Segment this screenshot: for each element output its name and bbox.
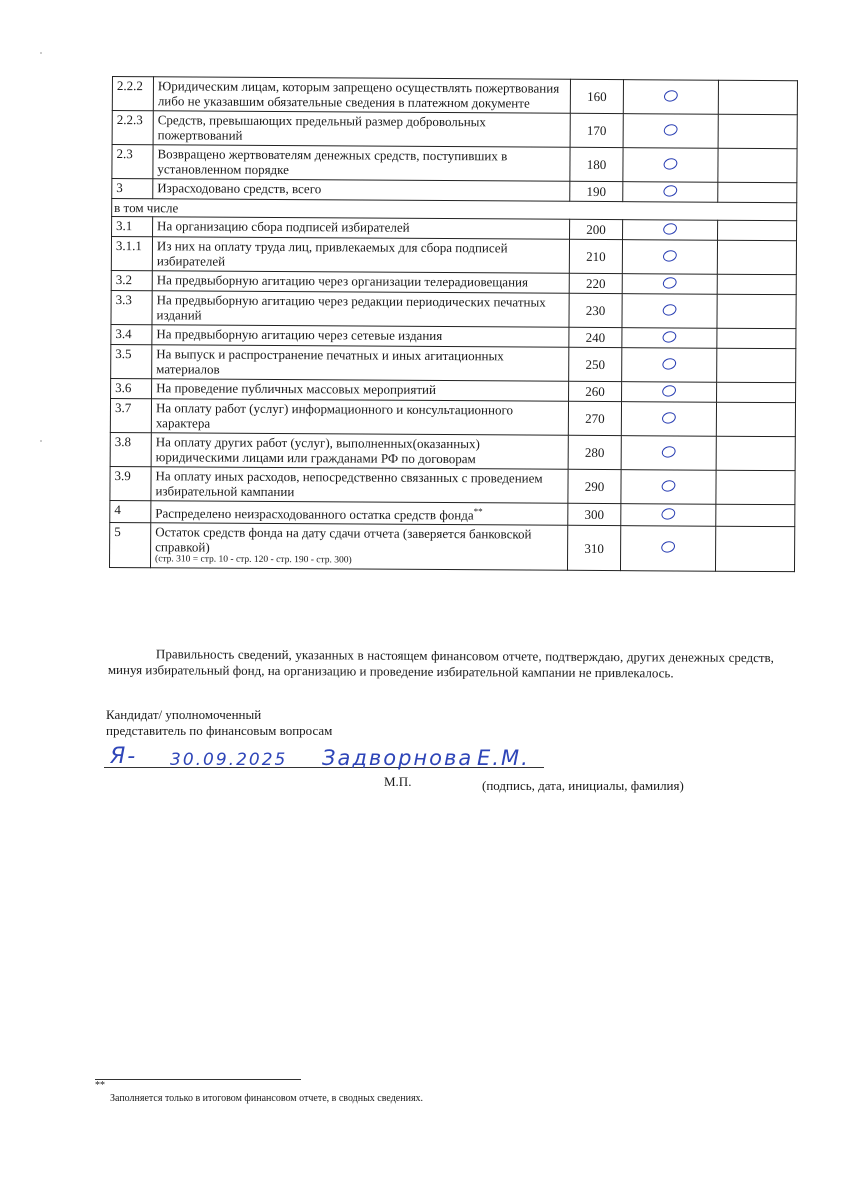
row-description-text: На организацию сбора подписей избирателей [157, 218, 410, 235]
row-number: 3.5 [111, 344, 152, 378]
row-value [622, 274, 717, 295]
row-description [153, 217, 570, 240]
handwritten-initials: Е.М. [477, 746, 530, 770]
row-description [151, 433, 568, 470]
handwritten-zero [661, 383, 678, 398]
table-row [110, 432, 795, 470]
handwritten-zero [662, 156, 679, 171]
row-number: 2.3 [112, 145, 153, 179]
row-number: 3.6 [111, 378, 152, 398]
row-formula: (стр. 310 = стр. 10 - стр. 120 - стр. 190 - стр. 300) [155, 554, 352, 566]
row-number: 2.2.2 [112, 77, 153, 111]
handwritten-zero [660, 444, 677, 459]
row-code: 230 [569, 293, 622, 327]
row-value [622, 328, 717, 349]
row-code: 290 [568, 469, 621, 503]
handwritten-zero [662, 248, 679, 263]
row-number: 3.1.1 [111, 237, 152, 271]
row-value [621, 470, 716, 505]
row-empty-cell [717, 328, 796, 348]
handwritten-zero [662, 122, 679, 137]
row-description [152, 379, 569, 402]
row-code: 250 [569, 347, 622, 381]
subheading-cell: в том числе [112, 199, 797, 221]
table-row [112, 111, 797, 149]
row-description-text: На оплату работ (услуг) информационного и консультационного характера [155, 400, 514, 431]
row-description-text: На предвыборную агитацию через редакции периодических печатных изданий [156, 292, 546, 323]
row-description [151, 467, 568, 504]
table-row [111, 344, 796, 382]
row-number: 3.7 [110, 398, 151, 432]
row-code: 170 [570, 113, 623, 147]
table-row [110, 466, 795, 504]
row-description-text: Распределено неизрасходованного остатка средств фонда [155, 505, 474, 523]
row-code: 240 [569, 327, 622, 347]
handwritten-zero [662, 183, 679, 198]
row-value [623, 148, 718, 183]
row-description [153, 77, 570, 114]
row-empty-cell [716, 470, 795, 504]
scan-speck [40, 440, 42, 442]
row-code: 280 [568, 435, 621, 469]
row-value [621, 402, 716, 437]
row-number: 3.1 [112, 217, 153, 237]
row-description [153, 179, 570, 202]
row-description [153, 145, 570, 182]
row-description-text: На предвыборную агитацию через сетевые издания [156, 326, 443, 344]
row-value [621, 504, 716, 527]
candidate-label [106, 707, 332, 739]
row-code: 180 [570, 147, 623, 181]
handwritten-zero [661, 302, 678, 317]
row-value [623, 80, 718, 115]
row-description [150, 523, 567, 571]
handwritten-zero [660, 540, 677, 555]
row-empty-cell [717, 274, 796, 294]
row-description-text: Израсходовано средств, всего [157, 180, 322, 197]
handwritten-zero [662, 221, 679, 236]
row-description-text: На оплату иных расходов, непосредственно связанных с проведением избирательной кампании [155, 468, 543, 500]
handwritten-signature-mark: Я- [110, 744, 138, 769]
handwritten-surname: Задворнова [322, 746, 474, 770]
table-row [111, 290, 796, 328]
row-empty-cell [717, 348, 796, 382]
row-description [151, 399, 568, 436]
confirmation-statement: Правильность сведений, указанных в настоящем финансовом отчете, подтверждаю, других денежных средств, минуя избирательный фонд, на организацию и проведение избирательной кампании не привлекалось. [107, 646, 774, 681]
table-row [112, 77, 797, 115]
row-empty-cell [717, 240, 796, 274]
scan-speck [40, 52, 42, 54]
table-row [111, 237, 796, 275]
row-number: 5 [109, 523, 150, 568]
table-row [110, 398, 795, 436]
row-code: 200 [570, 219, 623, 239]
row-value [623, 114, 718, 149]
handwritten-date: 30.09.2025 [170, 750, 288, 770]
handwritten-zero [661, 410, 678, 425]
row-value [622, 348, 717, 383]
footnote-text: Заполняется только в итоговом финансовом отчете, в сводных сведениях. [110, 1093, 424, 1104]
row-empty-cell [718, 182, 797, 202]
row-description-text: На предвыборную агитацию через организации телерадиовещания [156, 272, 529, 290]
row-number: 2.2.3 [112, 111, 153, 145]
row-code: 260 [569, 381, 622, 401]
footnote-reference: ** [473, 506, 483, 517]
row-code: 220 [569, 273, 622, 293]
row-code: 210 [569, 239, 622, 273]
row-value [621, 436, 716, 471]
row-value [623, 220, 718, 241]
row-empty-cell [718, 148, 797, 182]
table-row [112, 145, 797, 183]
handwritten-zero [661, 356, 678, 371]
row-number: 4 [110, 500, 151, 523]
row-number: 3.3 [111, 290, 152, 324]
row-description [152, 237, 569, 274]
candidate-label-line1: Кандидат/ уполномоченный [106, 707, 262, 722]
footnote-separator [95, 1079, 301, 1080]
handwritten-zero [663, 88, 680, 103]
handwritten-zero [661, 329, 678, 344]
footnote-mark: ** [95, 1080, 105, 1091]
table-row [109, 523, 794, 572]
row-code: 160 [570, 79, 623, 113]
row-description-text: Средств, превышающих предельный размер добровольных пожертвований [157, 112, 486, 143]
row-number: 3.8 [110, 432, 151, 466]
row-number: 3.9 [110, 466, 151, 500]
row-description [153, 111, 570, 148]
row-code: 270 [568, 401, 621, 435]
row-code: 300 [568, 503, 621, 526]
row-value [622, 240, 717, 275]
row-description-text: На проведение публичных массовых мероприятий [156, 380, 437, 397]
financial-report-table [109, 76, 798, 573]
stamp-label: М.П. [384, 774, 412, 789]
row-value [622, 294, 717, 329]
row-empty-cell [717, 382, 796, 402]
row-description-text: Из них на оплату труда лиц, привлекаемых для сбора подписей избирателей [156, 238, 508, 269]
row-number: 3.4 [111, 324, 152, 344]
row-number: 3 [112, 179, 153, 199]
handwritten-zero [661, 275, 678, 290]
row-description [152, 345, 569, 382]
row-code: 310 [567, 526, 620, 571]
row-empty-cell [718, 80, 797, 114]
row-empty-cell [715, 527, 794, 572]
row-code: 190 [570, 181, 623, 201]
row-description-text: На выпуск и распространение печатных и иных агитационных материалов [156, 346, 504, 377]
row-description [152, 325, 569, 348]
row-empty-cell [718, 220, 797, 240]
handwritten-zero [660, 506, 677, 521]
row-value [622, 382, 717, 403]
row-description-text: Юридическим лицам, которым запрещено осуществлять пожертвования либо не указавшим обязательные сведения в платежном документе [157, 78, 560, 111]
handwritten-zero [660, 478, 677, 493]
row-empty-cell [716, 436, 795, 470]
row-empty-cell [716, 402, 795, 436]
row-description-text: На оплату других работ (услуг), выполненных(оказанных) юридическими лицами или гражданами РФ по договорам [155, 434, 480, 467]
row-empty-cell [718, 114, 797, 148]
row-description-text: Возвращено жертвователям денежных средств, поступивших в установленном порядке [157, 146, 508, 178]
row-description [152, 271, 569, 294]
row-empty-cell [716, 504, 795, 527]
row-description [152, 291, 569, 328]
row-value [623, 182, 718, 203]
row-description [151, 501, 568, 526]
row-empty-cell [717, 294, 796, 328]
candidate-label-line2: представитель по финансовым вопросам [106, 723, 333, 738]
row-number: 3.2 [111, 270, 152, 290]
row-value [620, 526, 715, 572]
signature-caption: (подпись, дата, инициалы, фамилия) [482, 778, 684, 793]
row-description-text: Остаток средств фонда на дату сдачи отчета (заверяется банковской справкой) [155, 524, 532, 555]
